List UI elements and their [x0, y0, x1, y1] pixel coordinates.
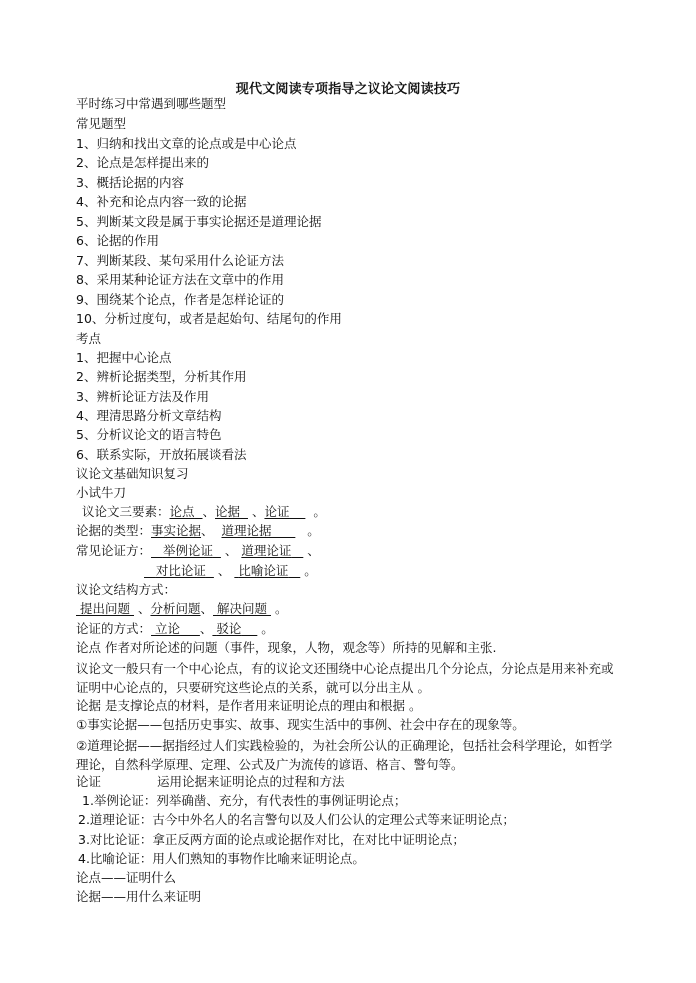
- test-point-item: 1、把握中心论点: [76, 350, 172, 365]
- review-heading: 议论文基础知识复习: [76, 466, 189, 481]
- question-item: 6、论据的作用: [76, 233, 159, 248]
- test-point-item: 6、联系实际，开放拓展谈看法: [76, 447, 247, 462]
- question-item: 2、论点是怎样提出来的: [76, 155, 209, 170]
- elements-label: 议论文三要素：: [82, 504, 170, 519]
- method-explanation: 1.举例论证：列举确凿、充分，有代表性的事例证明论点；: [82, 793, 407, 808]
- way-answer: 立论: [155, 621, 181, 636]
- question-types-heading: 常见题型: [76, 116, 127, 131]
- demonstration-definition: 运用论据来证明论点的过程和方法: [157, 774, 345, 789]
- argument-explanation: 议论文一般只有一个中心论点，有的议论文还围绕中心论点提出几个分论点，分论点是用来补充或证明中心论点的，只要研究这些论点的关系，就可以分出主从 。: [76, 661, 614, 695]
- elements-line: 议论文三要素：论点 、论据 、论证 。: [82, 504, 326, 519]
- demonstration-label: 论证: [76, 774, 102, 789]
- evidence-definition: 论据 是支撑论点的材料，是作者用来证明论点的理由和根据 。: [76, 698, 422, 713]
- demonstration-line: [76, 774, 345, 790]
- evidence-types-label: 论据的类型：: [76, 523, 152, 538]
- summary-line: 论据——用什么来证明: [76, 889, 202, 904]
- practice-heading: 小试牛刀: [76, 485, 127, 500]
- question-item: 7、判断某段、某句采用什么论证方法: [76, 253, 284, 268]
- fact-evidence: ①事实论据——包括历史事实、故事、现实生活中的事例、社会中存在的现象等。: [76, 717, 525, 732]
- methods-label: 常见论证方：: [76, 543, 152, 558]
- question-item: 10、分析过度句，或者是起始句、结尾句的作用: [76, 311, 342, 326]
- question-item: 3、概括论据的内容: [76, 175, 184, 190]
- question-item: 5、判断某文段是属于事实论据还是道理论据: [76, 214, 322, 229]
- ways-line: 论证的方式： 立论 、 驳论 。: [76, 621, 274, 636]
- intro-line: 平时练习中常遇到哪些题型: [76, 96, 227, 111]
- argument-definition: 论点 作者对所论述的问题（事件，现象，人物，观念等）所持的见解和主张.: [76, 640, 497, 655]
- page-title: 现代文阅读专项指导之议论文阅读技巧: [235, 82, 461, 97]
- summary-line: 论点——证明什么: [76, 870, 177, 885]
- method-explanation: 3.对比论证：拿正反两方面的论点或论据作对比，在对比中证明论点；: [78, 832, 465, 847]
- structure-label: 议论文结构方式：: [76, 582, 177, 597]
- methods-line-2: 对比论证 、 比喻论证 。: [155, 563, 317, 578]
- evidence-types-line: 论据的类型：事实论据、 道理论据 。: [76, 523, 320, 538]
- question-item: 9、围绕某个论点，作者是怎样论证的: [76, 292, 284, 307]
- method-answer: 道理论证: [241, 543, 292, 558]
- method-answer: 举例论证: [162, 543, 213, 558]
- method-answer: 比喻论证: [238, 563, 289, 578]
- evidence-type-answer: 道理论据: [221, 523, 272, 538]
- question-item: 1、归纳和找出文章的论点或是中心论点: [76, 136, 297, 151]
- test-points-heading: 考点: [76, 331, 102, 346]
- test-point-item: 2、辨析论据类型，分析其作用: [76, 369, 247, 384]
- method-explanation: 2.道理论证：古今中外名人的名言警句以及人们公认的定理公式等来证明论点；: [78, 812, 515, 827]
- element-answer: 论点: [169, 504, 195, 519]
- structure-answer: 解决问题: [216, 601, 267, 616]
- test-point-item: 5、分析议论文的语言特色: [76, 427, 222, 442]
- question-item: 4、补充和论点内容一致的论据: [76, 194, 247, 209]
- element-answer: 论据: [215, 504, 241, 519]
- method-explanation: 4.比喻论证：用人们熟知的事物作比喻来证明论点。: [78, 851, 365, 866]
- structure-line: 提出问题 、分析问题、 解决问题 。: [79, 601, 288, 616]
- evidence-type-answer: 事实论据: [151, 523, 202, 538]
- test-point-item: 4、理清思路分析文章结构: [76, 408, 222, 423]
- methods-line-1: 常见论证方： 举例论证 、 道理论证 、: [76, 543, 320, 558]
- question-item: 8、采用某种论证方法在文章中的作用: [76, 272, 284, 287]
- ways-label: 论证的方式：: [76, 621, 152, 636]
- method-answer: 对比论证: [155, 563, 206, 578]
- structure-answer: 提出问题: [79, 601, 130, 616]
- reason-evidence: ②道理论据——据指经过人们实践检验的，为社会所公认的正确理论，包括社会科学理论，如哲学理论，自然科学原理、定理、公式及广为流传的谚语、格言、警句等。: [76, 738, 613, 772]
- way-answer: 驳论: [216, 621, 242, 636]
- structure-answer: 分析问题: [150, 601, 201, 616]
- element-answer: 论证: [264, 504, 290, 519]
- test-point-item: 3、辨析论证方法及作用: [76, 389, 209, 404]
